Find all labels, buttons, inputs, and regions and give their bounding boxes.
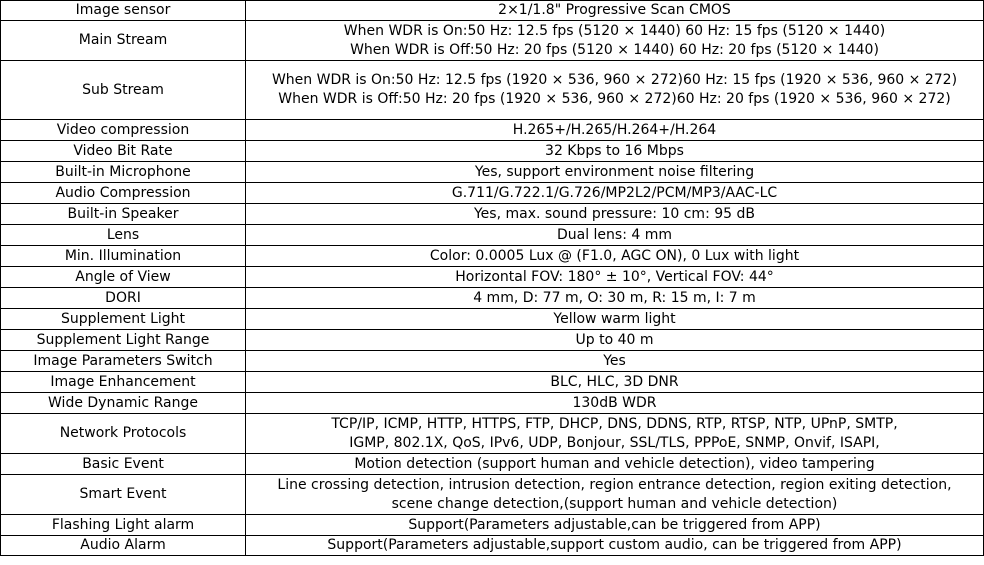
spec-value-line: 4 mm, D: 77 m, O: 30 m, R: 15 m, I: 7 m (473, 289, 756, 306)
spec-value-line: TCP/IP, ICMP, HTTP, HTTPS, FTP, DHCP, DNS, DDNS, RTP, RTSP, NTP, UPnP, SMTP, (331, 415, 898, 432)
spec-value-line: Motion detection (support human and vehicle detection), video tampering (354, 455, 875, 472)
spec-value-line: When WDR is Off:50 Hz: 20 fps (1920 × 536, 960 × 272)60 Hz: 20 fps (1920 × 536, 960 × 272) (278, 91, 951, 107)
spec-value (246, 120, 984, 141)
spec-label: Built-in Microphone (1, 162, 246, 183)
spec-label: DORI (1, 288, 246, 309)
spec-row (1, 372, 984, 393)
spec-value (246, 204, 984, 225)
spec-value (246, 351, 984, 372)
spec-value-line: 130dB WDR (572, 394, 657, 411)
spec-value-line: Support(Parameters adjustable,support custom audio, can be triggered from APP) (327, 537, 902, 553)
spec-value-line: BLC, HLC, 3D DNR (550, 373, 679, 390)
spec-value-line: Yes, support environment noise filtering (474, 163, 755, 180)
spec-row (1, 515, 984, 536)
spec-value (246, 61, 984, 120)
spec-label: Built-in Speaker (1, 204, 246, 225)
spec-value-line: 2×1/1.8" Progressive Scan CMOS (498, 2, 731, 18)
spec-value (246, 454, 984, 475)
spec-row (1, 21, 984, 61)
spec-value-line: G.711/G.722.1/G.726/MP2L2/PCM/MP3/AAC-LC (451, 184, 778, 201)
spec-value-line: When WDR is Off:50 Hz: 20 fps (5120 × 1440) 60 Hz: 20 fps (5120 × 1440) (350, 41, 879, 58)
spec-label: Audio Alarm (1, 536, 246, 556)
spec-value (246, 141, 984, 162)
spec-value (246, 1, 984, 21)
spec-row (1, 183, 984, 204)
spec-label: Supplement Light (1, 309, 246, 330)
spec-value (246, 393, 984, 414)
spec-row (1, 225, 984, 246)
spec-value-line: Yes, max. sound pressure: 10 cm: 95 dB (473, 205, 755, 222)
spec-label: Flashing Light alarm (1, 515, 246, 536)
spec-value-line: IGMP, 802.1X, QoS, IPv6, UDP, Bonjour, SSL/TLS, PPPoE, SNMP, Onvif, ISAPI, (349, 434, 880, 451)
spec-row (1, 330, 984, 351)
spec-row (1, 414, 984, 454)
spec-value-line: Color: 0.0005 Lux @ (F1.0, AGC ON), 0 Lux with light (429, 247, 800, 264)
spec-label: Angle of View (1, 267, 246, 288)
spec-row (1, 1, 984, 21)
spec-row (1, 351, 984, 372)
spec-label: Supplement Light Range (1, 330, 246, 351)
spec-row (1, 536, 984, 556)
spec-value (246, 288, 984, 309)
spec-value-line: Line crossing detection, intrusion detection, region entrance detection, region exiting detection, (277, 476, 952, 493)
spec-label: Video Bit Rate (1, 141, 246, 162)
spec-row (1, 288, 984, 309)
spec-value-line: Up to 40 m (575, 331, 654, 348)
spec-value (246, 515, 984, 536)
spec-row (1, 141, 984, 162)
spec-row (1, 454, 984, 475)
spec-label: Main Stream (1, 21, 246, 61)
spec-value (246, 372, 984, 393)
spec-value-line: When WDR is On:50 Hz: 12.5 fps (1920 × 536, 960 × 272)60 Hz: 15 fps (1920 × 536, 960 × 272) (271, 72, 958, 88)
spec-value (246, 162, 984, 183)
spec-value-line: Support(Parameters adjustable,can be triggered from APP) (408, 516, 821, 533)
spec-row (1, 204, 984, 225)
spec-value (246, 475, 984, 515)
spec-label: Wide Dynamic Range (1, 393, 246, 414)
spec-value (246, 536, 984, 556)
spec-label: Smart Event (1, 475, 246, 515)
spec-label: Lens (1, 225, 246, 246)
spec-row (1, 61, 984, 120)
spec-row (1, 120, 984, 141)
spec-value (246, 309, 984, 330)
spec-label: Min. Illumination (1, 246, 246, 267)
spec-label: Audio Compression (1, 183, 246, 204)
spec-value (246, 330, 984, 351)
spec-value (246, 414, 984, 454)
spec-value-line: Yes (603, 352, 626, 369)
spec-label: Basic Event (1, 454, 246, 475)
spec-value-line: scene change detection,(support human and vehicle detection) (391, 495, 838, 512)
spec-value-line: Dual lens: 4 mm (556, 226, 673, 243)
spec-value (246, 21, 984, 61)
spec-label: Network Protocols (1, 414, 246, 454)
spec-label: Video compression (1, 120, 246, 141)
spec-label: Sub Stream (1, 61, 246, 120)
spec-row (1, 393, 984, 414)
spec-table-body (1, 1, 984, 556)
spec-value (246, 225, 984, 246)
spec-row (1, 246, 984, 267)
spec-value-line: Horizontal FOV: 180° ± 10°, Vertical FOV: 44° (455, 268, 774, 285)
spec-value-line: When WDR is On:50 Hz: 12.5 fps (5120 × 1440) 60 Hz: 15 fps (5120 × 1440) (343, 22, 886, 39)
spec-value-line: Yellow warm light (553, 310, 676, 327)
spec-value-line: H.265+/H.265/H.264+/H.264 (512, 121, 717, 138)
spec-row (1, 309, 984, 330)
spec-label: Image Parameters Switch (1, 351, 246, 372)
spec-label: Image sensor (1, 1, 246, 21)
spec-value (246, 246, 984, 267)
spec-value (246, 267, 984, 288)
spec-value (246, 183, 984, 204)
spec-row (1, 267, 984, 288)
spec-value-line: 32 Kbps to 16 Mbps (545, 142, 684, 159)
spec-row (1, 162, 984, 183)
spec-row (1, 475, 984, 515)
spec-label: Image Enhancement (1, 372, 246, 393)
